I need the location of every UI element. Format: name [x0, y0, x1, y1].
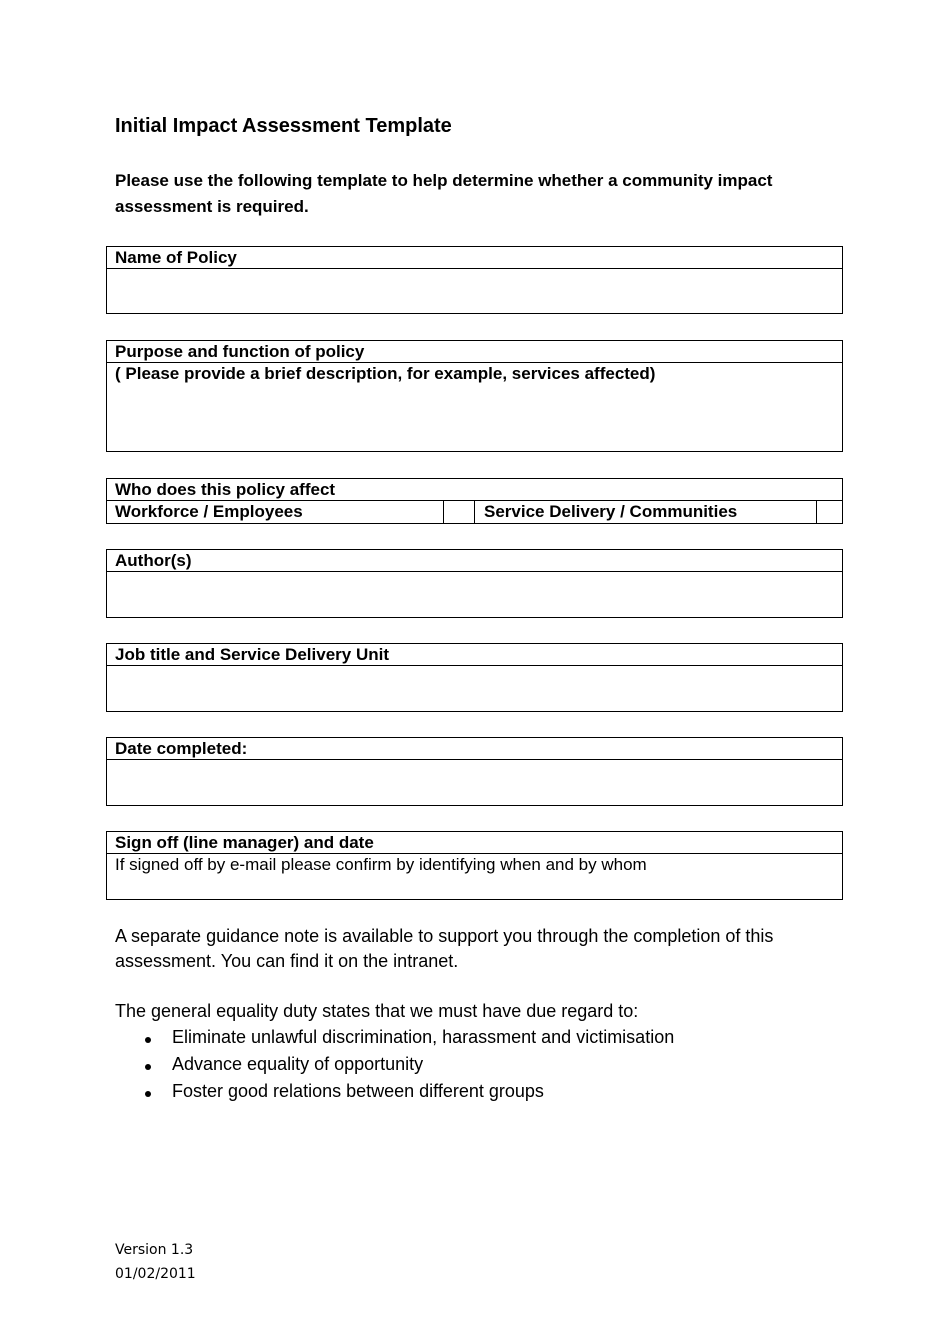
bullet-icon [145, 1037, 151, 1043]
guidance-note: A separate guidance note is available to support you through the completion of this assessment. You can find it on the intranet. [115, 926, 774, 971]
workforce-checkbox[interactable] [444, 501, 475, 523]
name-of-policy-field[interactable] [107, 269, 842, 313]
job-title-field[interactable] [107, 666, 842, 711]
page-title: Initial Impact Assessment Template [115, 115, 452, 137]
list-item: Eliminate unlawful discrimination, harassment and victimisation [115, 1025, 674, 1052]
purpose-field[interactable] [107, 363, 842, 451]
sign-off-box [106, 831, 843, 900]
version-text: Version 1.3 [115, 1242, 194, 1258]
purpose-label: Purpose and function of policy [107, 341, 842, 363]
intro-text: Please use the following template to help determine whether a community impact assessment is required. [115, 171, 773, 216]
job-title-box [106, 643, 843, 712]
job-title-label: Job title and Service Delivery Unit [107, 644, 842, 666]
equality-duty-intro: The general equality duty states that we must have due regard to: [115, 1001, 639, 1021]
who-affected-box [106, 478, 843, 524]
list-item: Foster good relations between different groups [115, 1079, 674, 1106]
list-item: Advance equality of opportunity [115, 1052, 674, 1079]
sign-off-label: Sign off (line manager) and date [107, 832, 842, 854]
version-date: 01/02/2011 [115, 1266, 196, 1282]
purpose-box [106, 340, 843, 452]
footer [115, 1238, 196, 1286]
purpose-hint: ( Please provide a brief description, for example, services affected) [115, 364, 656, 383]
date-completed-label: Date completed: [107, 738, 842, 760]
name-of-policy-label: Name of Policy [107, 247, 842, 269]
who-affected-label: Who does this policy affect [107, 479, 842, 501]
service-delivery-option-label: Service Delivery / Communities [475, 501, 817, 523]
bullet-icon [145, 1064, 151, 1070]
authors-box [106, 549, 843, 618]
name-of-policy-box [106, 246, 843, 314]
who-affected-options [107, 501, 842, 523]
date-completed-field[interactable] [107, 760, 842, 805]
equality-duty-list [115, 1025, 674, 1106]
authors-field[interactable] [107, 572, 842, 617]
sign-off-hint: If signed off by e-mail please confirm by identifying when and by whom [115, 855, 647, 874]
service-delivery-checkbox[interactable] [817, 501, 842, 523]
date-completed-box [106, 737, 843, 806]
workforce-option-label: Workforce / Employees [107, 501, 444, 523]
bullet-icon [145, 1091, 151, 1097]
authors-label: Author(s) [107, 550, 842, 572]
sign-off-field[interactable] [107, 854, 842, 899]
